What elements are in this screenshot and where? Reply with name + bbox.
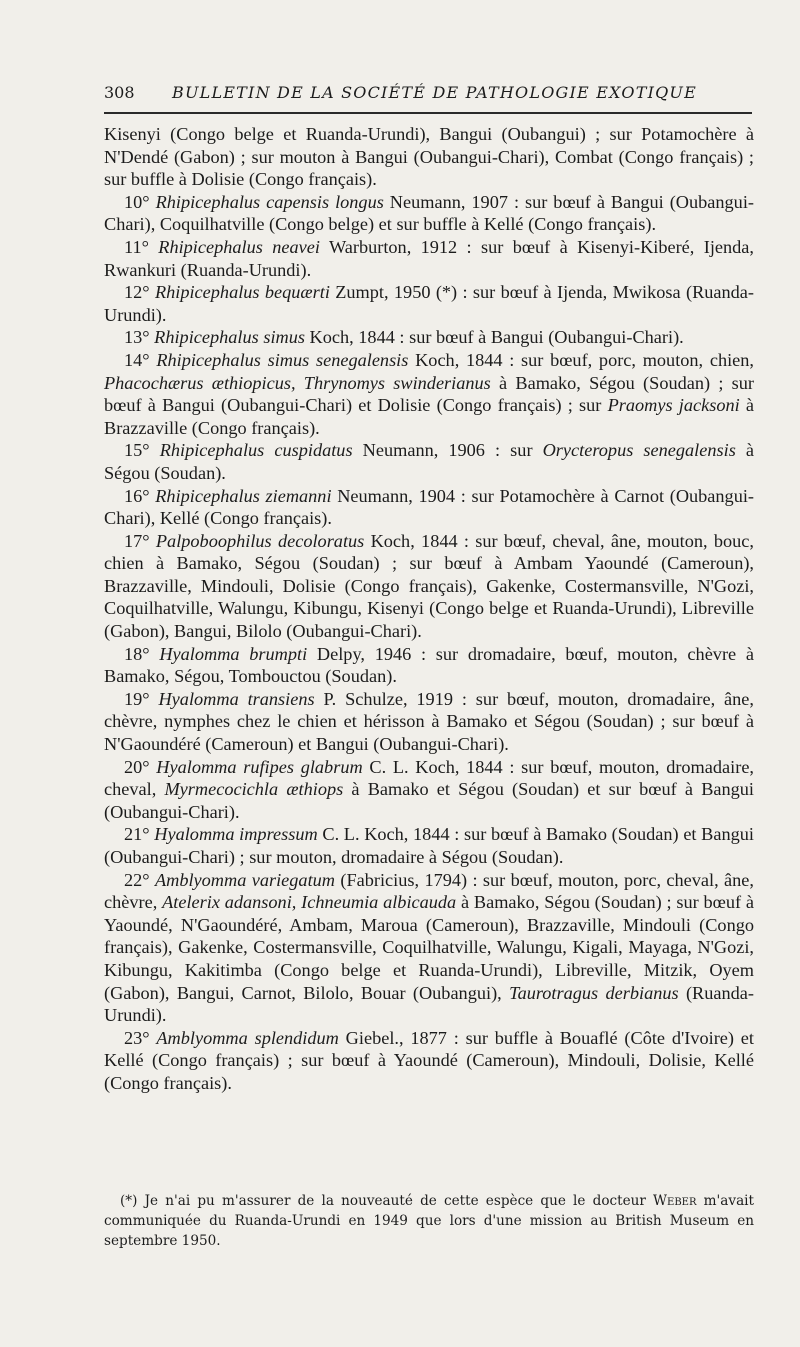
species-name: Rhipicephalus neavei xyxy=(158,236,320,257)
species-entry xyxy=(104,191,754,236)
entry-text: (Fabricius, 1794) : sur bœuf, mouton, porc, cheval, âne, chèvre, xyxy=(104,869,754,913)
entry-number: 12° xyxy=(124,282,155,303)
entry-number: 13° xyxy=(124,327,155,348)
header-rule xyxy=(104,112,752,114)
footnote-author-name: Weber xyxy=(653,1193,697,1209)
entry-number: 19° xyxy=(124,688,159,709)
host-species-name: Myrmecocichla æthiops xyxy=(164,779,344,800)
host-species-name: Phacochærus æthiopicus, Thrynomys swinderianus xyxy=(104,372,491,393)
species-name: Amblyomma variegatum xyxy=(154,869,335,890)
entry-text: Giebel., 1877 : sur buffle à Bouaflé (Côte d'Ivoire) et Kellé (Congo français) ; sur bœuf à Yaoundé (Cameroun), Mindouli, Dolisie, Kellé (Congo français). xyxy=(104,1027,754,1093)
entry-number: 22° xyxy=(124,869,155,890)
footnote-mark: (*) xyxy=(120,1193,138,1209)
entry-text: P. Schulze, 1919 : sur bœuf, mouton, dromadaire, âne, chèvre, nymphes chez le chien et hérisson à Bamako et Ségou (Soudan) ; sur bœuf à N'Gaoundéré (Cameroun) et Bangui (Oubangui-Chari). xyxy=(104,688,754,755)
species-entry xyxy=(104,688,754,756)
entry-text: C. L. Koch, 1844 : sur bœuf à Bamako (Soudan) et Bangui (Oubangui-Chari) ; sur mouton, dromadaire à Ségou (Soudan). xyxy=(104,824,754,867)
running-title: BULLETIN DE LA SOCIÉTÉ DE PATHOLOGIE EXOTIQUE xyxy=(172,83,697,102)
entry-text: Neumann, 1906 : sur xyxy=(352,440,543,461)
entry-text: à Ségou (Soudan). xyxy=(104,440,755,483)
page-header xyxy=(104,83,754,107)
entry-number: 21° xyxy=(124,824,155,845)
entry-text: Neumann, 1907 : sur bœuf à Bangui (Oubangui-Chari), Coquilhatville (Congo belge) et sur buffle à Kellé (Congo français). xyxy=(104,191,754,235)
species-entry xyxy=(104,1027,754,1095)
entry-text: Delpy, 1946 : sur dromadaire, bœuf, mouton, chèvre à Bamako, Ségou, Tombouctou (Soudan). xyxy=(104,643,754,687)
entry-text: Koch, 1844 : sur bœuf, porc, mouton, chien, xyxy=(408,349,754,370)
footnote-text-1: Je n'ai pu m'assurer de la nouveauté de cette espèce que le docteur xyxy=(137,1193,654,1209)
species-name: Hyalomma transiens xyxy=(158,688,315,709)
species-name: Palpoboophilus decoloratus xyxy=(155,530,365,551)
entry-text: Koch, 1844 : sur bœuf à Bangui (Oubangui-Chari). xyxy=(304,327,684,348)
entry-number: 23° xyxy=(124,1027,157,1048)
host-species-name: Praomys jacksoni xyxy=(607,395,740,416)
species-name: Rhipicephalus capensis longus xyxy=(155,191,384,212)
species-name: Rhipicephalus cuspidatus xyxy=(159,440,353,461)
species-name: Hyalomma rufipes glabrum xyxy=(156,756,363,777)
species-entry xyxy=(104,756,754,824)
continuation-paragraph: Kisenyi (Congo belge et Ruanda-Urundi), Bangui (Oubangui) ; sur Potamochère à N'Dendé (Gabon) ; sur mouton à Bangui (Oubangui-Chari), Combat (Congo français) ; sur buffle à Dolisie (Congo français). xyxy=(104,124,754,190)
entry-text: Warburton, 1912 : sur bœuf à Kisenyi-Kiberé, Ijenda, Rwankuri (Ruanda-Urundi). xyxy=(104,236,754,280)
entry-number: 18° xyxy=(124,643,160,664)
entry-text: à Brazzaville (Congo français). xyxy=(104,395,754,438)
host-species-name: Orycteropus senegalensis xyxy=(542,440,736,461)
species-entry xyxy=(104,530,754,643)
species-entry xyxy=(104,823,754,868)
species-entry xyxy=(104,869,754,1027)
entry-number: 16° xyxy=(124,485,156,506)
species-name: Amblyomma splendidum xyxy=(156,1027,339,1048)
species-list xyxy=(104,191,754,1095)
species-name: Rhipicephalus ziemanni xyxy=(155,485,332,506)
entry-text: Zumpt, 1950 (*) : sur bœuf à Ijenda, Mwikosa (Ruanda-Urundi). xyxy=(104,282,754,325)
species-entry xyxy=(104,281,754,326)
entry-text: à Bamako, Ségou (Soudan) ; sur bœuf à Bangui (Oubangui-Chari) et Dolisie (Congo français) ; sur xyxy=(104,372,754,416)
entry-number: 11° xyxy=(124,236,159,257)
entry-number: 20° xyxy=(124,756,157,777)
entry-number: 10° xyxy=(124,191,156,212)
species-name: Rhipicephalus simus senegalensis xyxy=(156,349,409,370)
page-number: 308 xyxy=(104,83,135,102)
entry-number: 14° xyxy=(124,349,157,370)
species-name: Hyalomma impressum xyxy=(154,824,318,845)
species-entry xyxy=(104,326,754,349)
entry-text: C. L. Koch, 1844 : sur bœuf, mouton, dromadaire, cheval, xyxy=(104,756,755,800)
entry-text: à Bamako, Ségou (Soudan) ; sur bœuf à Yaoundé, N'Gaoundéré, Ambam, Maroua (Cameroun), Brazzaville, Mindouli (Congo français), Gakenke, Costermansville, Coquilhatville, Walungu, Kigali, Mayaga, N'Gozi, Kibungu, Kakitimba (Congo belge et Ruanda-Urundi), Libreville, Mitzik, Oyem (Gabon), Bangui, Carnot, Bilolo, Bouar (Oubangui), xyxy=(104,892,754,1003)
species-entry xyxy=(104,485,754,530)
species-name: Hyalomma brumpti xyxy=(159,643,308,664)
host-species-name: Taurotragus derbianus xyxy=(509,982,679,1003)
entry-number: 17° xyxy=(124,530,156,551)
entry-text: (Ruanda-Urundi). xyxy=(104,982,754,1026)
species-entry xyxy=(104,439,754,484)
species-entry xyxy=(104,349,754,439)
entry-text: Koch, 1844 : sur bœuf, cheval, âne, mouton, bouc, chien à Bamako, Ségou (Soudan) ; sur bœuf à Ambam Yaoundé (Cameroun), Brazzaville, Mindouli, Dolisie (Congo français), Gakenke, Costermansville, N'Gozi, Coquilhatville, Walungu, Kibungu, Kisenyi (Congo belge et Ruanda-Urundi), Libreville (Gabon), Bangui, Bilolo (Oubangui-Chari). xyxy=(104,530,754,642)
entry-text: Neumann, 1904 : sur Potamochère à Carnot (Oubangui-Chari), Kellé (Congo français). xyxy=(104,485,755,529)
entry-text: à Bamako et Ségou (Soudan) et sur bœuf à Bangui (Oubangui-Chari). xyxy=(104,779,754,822)
species-entry xyxy=(104,236,754,281)
body-text xyxy=(104,123,754,1095)
host-species-name: Atelerix adansoni, Ichneumia albicauda xyxy=(162,892,457,913)
entry-number: 15° xyxy=(124,440,160,461)
species-name: Rhipicephalus bequærti xyxy=(154,282,330,303)
footnote-text-2: m'avait communiquée du Ruanda-Urundi en 1949 que lors d'une mission au British Museum en septembre 1950. xyxy=(104,1193,754,1249)
footnote xyxy=(104,1191,754,1251)
species-name: Rhipicephalus simus xyxy=(154,327,305,348)
species-entry xyxy=(104,643,754,688)
